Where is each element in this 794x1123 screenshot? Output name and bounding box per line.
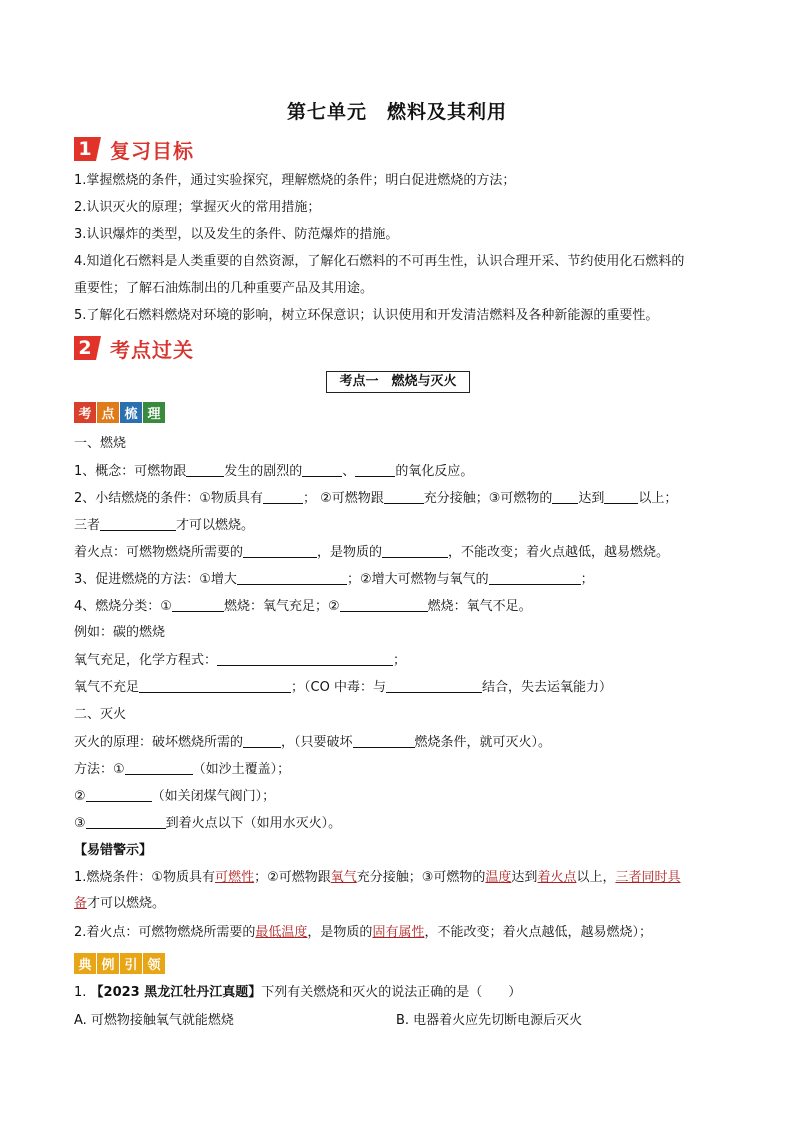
blank[interactable] [384,489,424,504]
text: 1、概念：可燃物跟 [74,464,187,479]
blank[interactable] [340,597,428,612]
text: 燃烧：氧气不足。 [427,599,532,614]
line-method-3 [74,814,341,833]
warning-line-1 [74,869,680,887]
badge-char: 领 [143,953,165,974]
text: ，是物质的 [317,545,383,560]
line-promote [74,570,594,589]
blank[interactable] [355,462,395,477]
badge-char: 引 [120,953,142,974]
text: ，（只要破坏 [281,735,353,750]
blank[interactable] [386,678,482,693]
option-a[interactable]: A. 可燃物接触氧气就能燃烧 [74,1013,234,1028]
text: 的氧化反应。 [395,464,474,479]
text: 发生的剧烈的 [224,464,303,479]
blank[interactable] [86,787,152,802]
blank[interactable] [489,570,581,585]
keyword: 备 [74,896,88,911]
section-label: 复习目标 [110,138,194,163]
blank[interactable] [353,733,415,748]
section-key-points [74,335,194,361]
line-ignition-point [74,543,669,562]
keyword: 温度 [485,870,512,885]
question-number: 1. [74,985,91,1000]
keyword: 三者同时具 [615,870,681,885]
text: 3、促进燃烧的方法：①增大 [74,572,237,587]
badge-char: 考 [74,402,96,423]
keyword: 最低温度 [255,925,308,940]
option-b[interactable]: B. 电器着火应先切断电源后灭火 [396,1013,583,1028]
text: ，是物质的 [307,925,373,940]
text: ； [580,572,594,587]
keyword: 氧气 [330,870,357,885]
text: （如沙土覆盖）； [192,762,291,777]
blank[interactable] [243,733,281,748]
kaodian-heading-box: 考点一 燃烧与灭火 [326,371,470,393]
keyword: 固有属性 [372,925,425,940]
text: 才可以燃烧。 [176,518,255,533]
section-label: 考点过关 [110,337,194,362]
question-stem: 下列有关燃烧和灭火的说法正确的是（ ） [261,985,522,1000]
goal-line: 2.认识灭火的原理；掌握灭火的常用措施； [74,200,321,215]
blank[interactable] [237,570,347,585]
warning-title: 【易错警示】 [74,843,153,858]
text: 以上， [576,870,616,885]
text: ； [393,653,407,668]
badge-char: 梳 [120,402,142,423]
text: 、 [342,464,356,479]
blank[interactable] [382,543,448,558]
warning-line-2 [74,924,652,942]
line-example: 例如：碳的燃烧 [74,625,166,640]
badge-kaodian-shuli [74,402,165,423]
text: ，不能改变；着火点越低，越易燃烧。 [448,545,670,560]
text: 着火点：可燃物燃烧所需要的 [74,545,244,560]
keyword: 可燃性 [215,870,255,885]
blank[interactable] [139,678,291,693]
blank[interactable] [186,462,224,477]
text: 充分接触；③可燃物的 [356,870,486,885]
text: 氧气不充足 [74,680,140,695]
text: 三者 [74,518,101,533]
section-review-goals [74,136,194,162]
line-three [74,516,254,535]
badge-dianli-yinling [74,953,165,974]
goal-line: 重要性；了解石油炼制出的几种重要产品及其用途。 [74,281,374,296]
text: ； ②可燃物跟 [302,491,384,506]
text: 1.燃烧条件：①物质具有 [74,870,216,885]
text: ；（CO 中毒：与 [291,680,386,695]
text: 才可以燃烧。 [87,896,166,911]
text: 到着火点以下（如用水灭火）。 [165,816,342,831]
text: 达到 [578,491,605,506]
badge-char: 理 [143,402,165,423]
blank[interactable] [243,543,317,558]
page-title: 第七单元 燃料及其利用 [286,101,507,123]
blank[interactable] [263,489,303,504]
blank[interactable] [100,516,176,531]
text: 灭火的原理：破坏燃烧所需的 [74,735,244,750]
text: 以上； [638,491,678,506]
line-method-2 [74,787,275,806]
text: 燃烧：氧气充足；② [223,599,340,614]
blank[interactable] [86,814,166,829]
goal-line: 5.了解化石燃料燃烧对环境的影响，树立环保意识；认识使用和开发清洁燃料及各种新能源的重要性。 [74,308,659,323]
text: 2、小结燃烧的条件：①物质具有 [74,491,263,506]
text: 达到 [511,870,538,885]
line-oxygen-insufficient [74,678,612,697]
section-number: 1 [74,137,96,161]
text: 2.着火点：可燃物燃烧所需要的 [74,925,256,940]
goal-line: 1.掌握燃烧的条件，通过实验探究，理解燃烧的条件；明白促进燃烧的方法； [74,173,516,188]
text: ；②可燃物跟 [254,870,331,885]
text: 结合，失去运氧能力） [481,680,612,695]
goal-line: 3.认识爆炸的类型，以及发生的条件、防范爆炸的措施。 [74,227,399,242]
text: 方法：① [74,762,125,777]
text: ③ [74,816,86,831]
section-number: 2 [74,336,96,360]
text: ，不能改变；着火点越低，越易燃烧）； [424,925,652,940]
blank[interactable] [125,760,193,775]
line-oxygen-sufficient [74,651,406,670]
text: ；②增大可燃物与氧气的 [346,572,489,587]
text: 燃烧条件，就可灭火）。 [414,735,552,750]
line-concept [74,462,473,481]
text: 氧气充足，化学方程式： [74,653,218,668]
text: （如关闭煤气阀门）； [151,789,276,804]
badge-char: 点 [97,402,119,423]
line-extinguish-principle [74,733,551,752]
blank[interactable] [302,462,342,477]
goal-line: 4.知道化石燃料是人类重要的自然资源，了解化石燃料的不可再生性，认识合理开采、节约使用化石燃料的 [74,254,685,269]
blank[interactable] [604,489,638,504]
badge-char: 例 [97,953,119,974]
blank[interactable] [552,489,578,504]
blank[interactable] [172,597,224,612]
line-classify [74,597,532,616]
line-method-1 [74,760,290,779]
heading-extinguish: 二、灭火 [74,707,127,722]
heading-combustion: 一、燃烧 [74,436,127,451]
question-source: 【2023 黑龙江牡丹江真题】 [90,985,262,1000]
text: 充分接触；③可燃物的 [423,491,553,506]
warning-line-1b [74,895,165,913]
keyword: 着火点 [537,870,577,885]
text: 4、燃烧分类：① [74,599,172,614]
blank[interactable] [217,651,393,666]
badge-char: 典 [74,953,96,974]
line-conditions [74,489,677,508]
question-1 [74,984,521,1002]
text: ② [74,789,86,804]
